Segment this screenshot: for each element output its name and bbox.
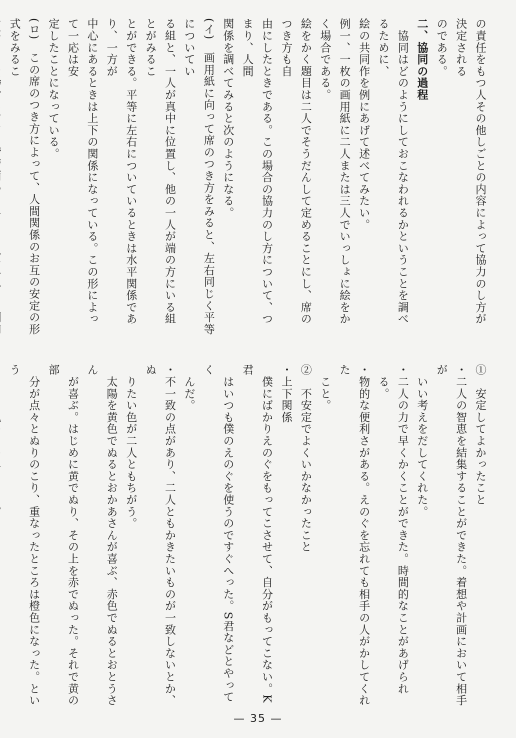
text-line: ① 安定してよかったこと [474, 364, 487, 506]
text-line: る組と、一人が真中に位置し、他の一人が端の方にいる組とがみるこ [144, 18, 177, 325]
text-line: 中心にあるときは上下の関係になっている。この形によって一応は安 [66, 18, 99, 325]
text-line: ・二人の力で早くかくことができた。時間的なことがあげられ [396, 364, 410, 695]
text-line: 太陽を黄色でぬるとおかあさんが喜ぶ、赤色でぬるとおとうさん [85, 364, 119, 707]
text-line: 由にしたときである。この場合の協力のし方について、つまり、人間 [241, 18, 274, 325]
text-line: 絵の共同作を例にあげて述べてみたい。 [357, 18, 371, 231]
lower-text-column [8, 364, 490, 708]
upper-text-column [8, 18, 490, 336]
text-line: が喜ぶ。はじめに黄でぬり、その上を赤でぬった。それで黄の部 [47, 364, 80, 707]
text-line: ・不一致の点があり、二人ともかきたいものが一致しないとか、ぬ [144, 364, 177, 707]
text-line: 絵をかく題目は二人でそうだんして定めることにし、席のつき方も自 [279, 18, 313, 325]
text-line: の責任をもつ人その他しごとの内容によって協力のし方が決定される [454, 18, 487, 325]
text-line: はいつも僕のえのぐを使うのですぐへった。S君などとやってく [202, 364, 235, 703]
text-line: ② 不安定でよくいかなかったこと [299, 364, 313, 553]
text-line: 関係を調べてみると次のようになる。 [221, 18, 235, 219]
text-line: とができる。平等に左右についているときは水平関係であり、一方が [105, 18, 138, 325]
text-line: んだ。 [182, 364, 196, 412]
text-line: 分が点々とぬりのこり、重なったところは橙色になった。という [8, 364, 41, 707]
text-line: (イ) 画用紙に向って席のつき方をみると、左右同じく平等についてい [182, 18, 216, 335]
page-number: — 35 — [233, 712, 283, 725]
text-line: ・二人の智恵を結集することができた。着想や計画において相手が [435, 364, 468, 707]
text-line: る。 [376, 364, 390, 400]
text-line: りたい色が二人ともちがう。 [124, 364, 138, 530]
text-line: いい考えをだしてくれた。 [415, 364, 429, 518]
text-line: ・上下関係 [279, 364, 293, 423]
text-line [0, 364, 5, 708]
text-line [0, 18, 5, 336]
text-line: ・物的な便利さがある。えのぐを忘れても相手の人がかしてくれた [338, 364, 371, 707]
text-line: 協同はどのようにしておこなわれるかということを調べるために、 [376, 18, 410, 325]
text-line: (ロ) この席のつき方によって、人間関係のお互の安定の形式をみるこ [8, 18, 41, 335]
text-line: 二、協同の過程 [415, 18, 429, 101]
text-line: こと。 [318, 364, 332, 412]
text-line: 僕にばかりえのぐをもってこさせて、自分がもってこない。K君 [241, 364, 274, 704]
text-line: 定したことになっている。 [47, 18, 61, 160]
text-line: のである。 [435, 18, 449, 77]
text-line: 例一、一枚の画用紙に二人または三人でいっしょに絵をかく場合である。 [318, 18, 352, 325]
